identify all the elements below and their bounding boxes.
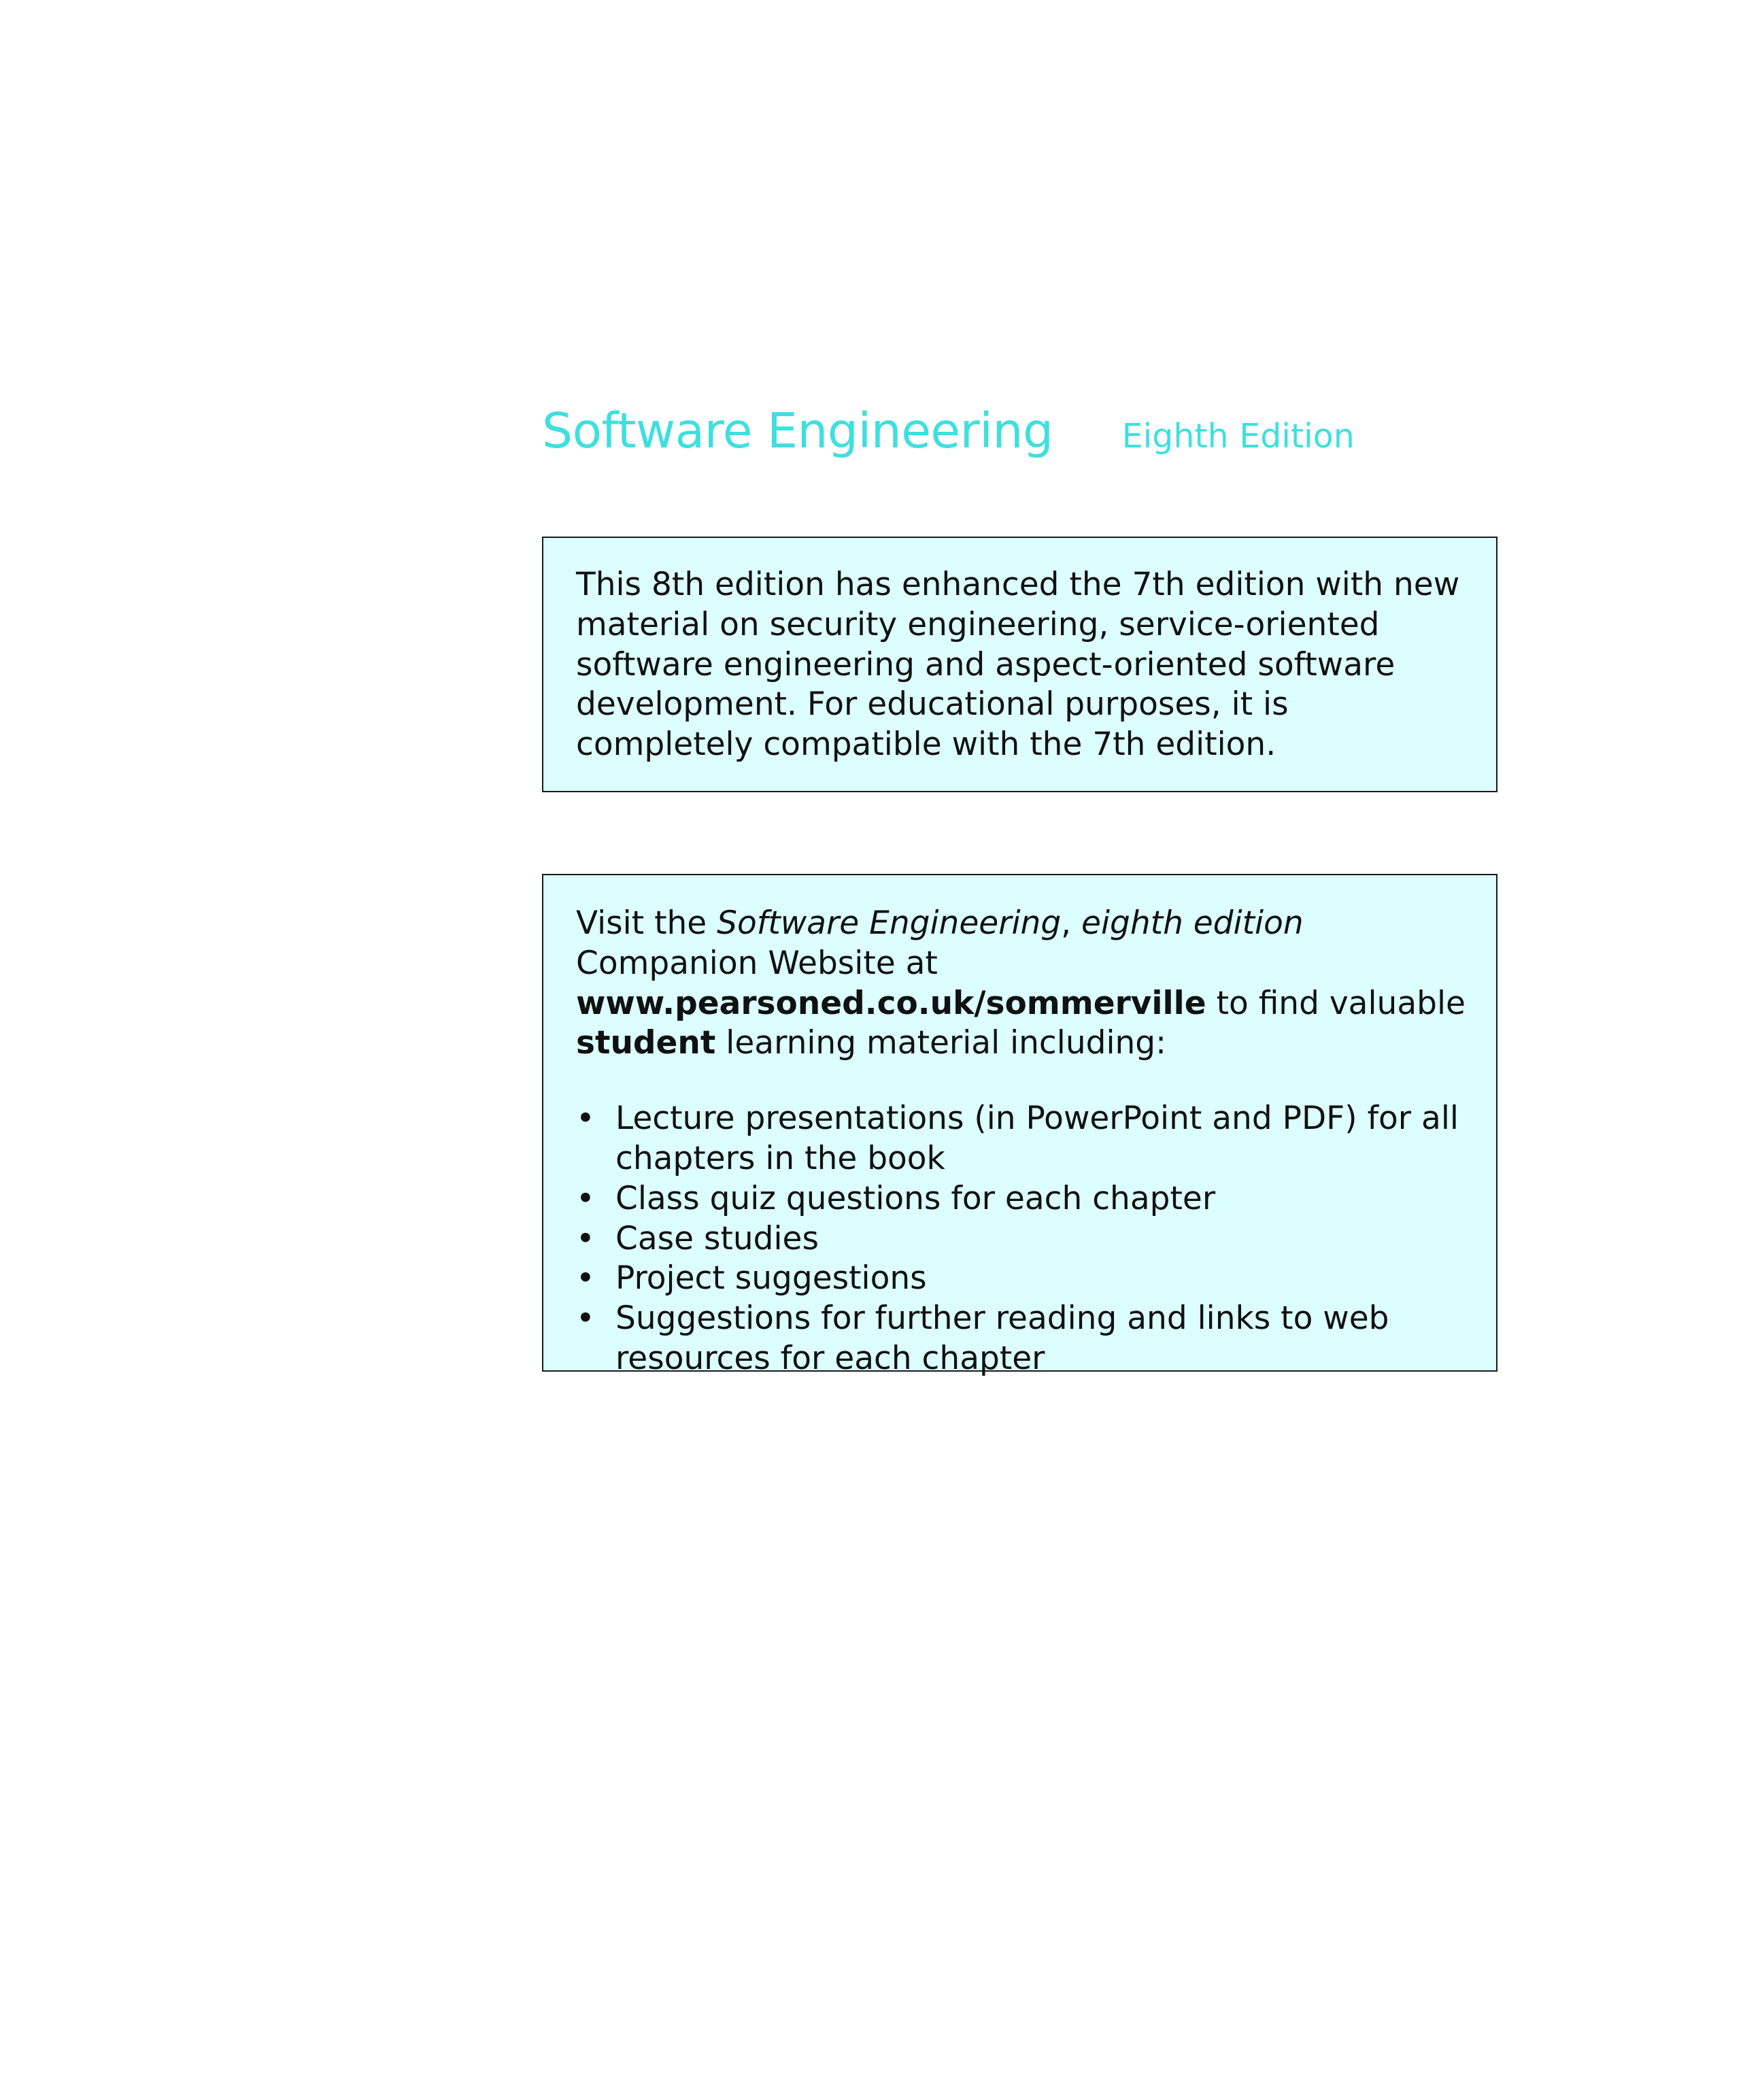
companion-edition: eighth edition — [1081, 904, 1304, 942]
to-find-text: to find valuable — [1206, 984, 1466, 1022]
list-item — [576, 1099, 1466, 1179]
list-item — [576, 1179, 1466, 1219]
materials-list — [576, 1099, 1466, 1379]
bullet-icon: • — [576, 1300, 595, 1338]
intro-box — [542, 537, 1497, 792]
list-item — [576, 1259, 1466, 1299]
companion-intro — [576, 904, 1466, 1064]
visit-prefix: Visit the — [576, 904, 717, 942]
list-item — [576, 1219, 1466, 1259]
material-text: learning material including: — [715, 1024, 1166, 1062]
bullet-icon: • — [576, 1179, 595, 1217]
bullet-icon: • — [576, 1100, 595, 1138]
title-row — [542, 403, 1355, 459]
intro-text: This 8th edition has enhanced the 7th edition with new material on security engineering, service-oriented software engineering and aspect-oriented software development. For educational purposes, it is completely compatible with the 7th edition. — [576, 566, 1460, 764]
comma-separator: , — [1061, 904, 1082, 942]
companion-text: Companion Website at — [576, 944, 938, 982]
student-label: student — [576, 1024, 716, 1062]
book-title: Software Engineering — [542, 403, 1053, 459]
companion-url-link[interactable]: www.pearsoned.co.uk/sommerville — [576, 984, 1206, 1022]
list-item-text: Suggestions for further reading and links to web resources for each chapter — [615, 1300, 1389, 1377]
bullet-icon: • — [576, 1259, 595, 1298]
list-item-text: Project suggestions — [615, 1259, 927, 1298]
list-item-text: Case studies — [615, 1219, 819, 1257]
companion-book-title: Software Engineering — [717, 904, 1062, 942]
bullet-icon: • — [576, 1219, 595, 1257]
list-item — [576, 1299, 1466, 1379]
companion-box — [542, 874, 1497, 1377]
edition-label: Eighth Edition — [1121, 417, 1355, 456]
list-item-text: Class quiz questions for each chapter — [615, 1179, 1216, 1217]
list-item-text: Lecture presentations (in PowerPoint and PDF) for all chapters in the book — [615, 1100, 1459, 1177]
